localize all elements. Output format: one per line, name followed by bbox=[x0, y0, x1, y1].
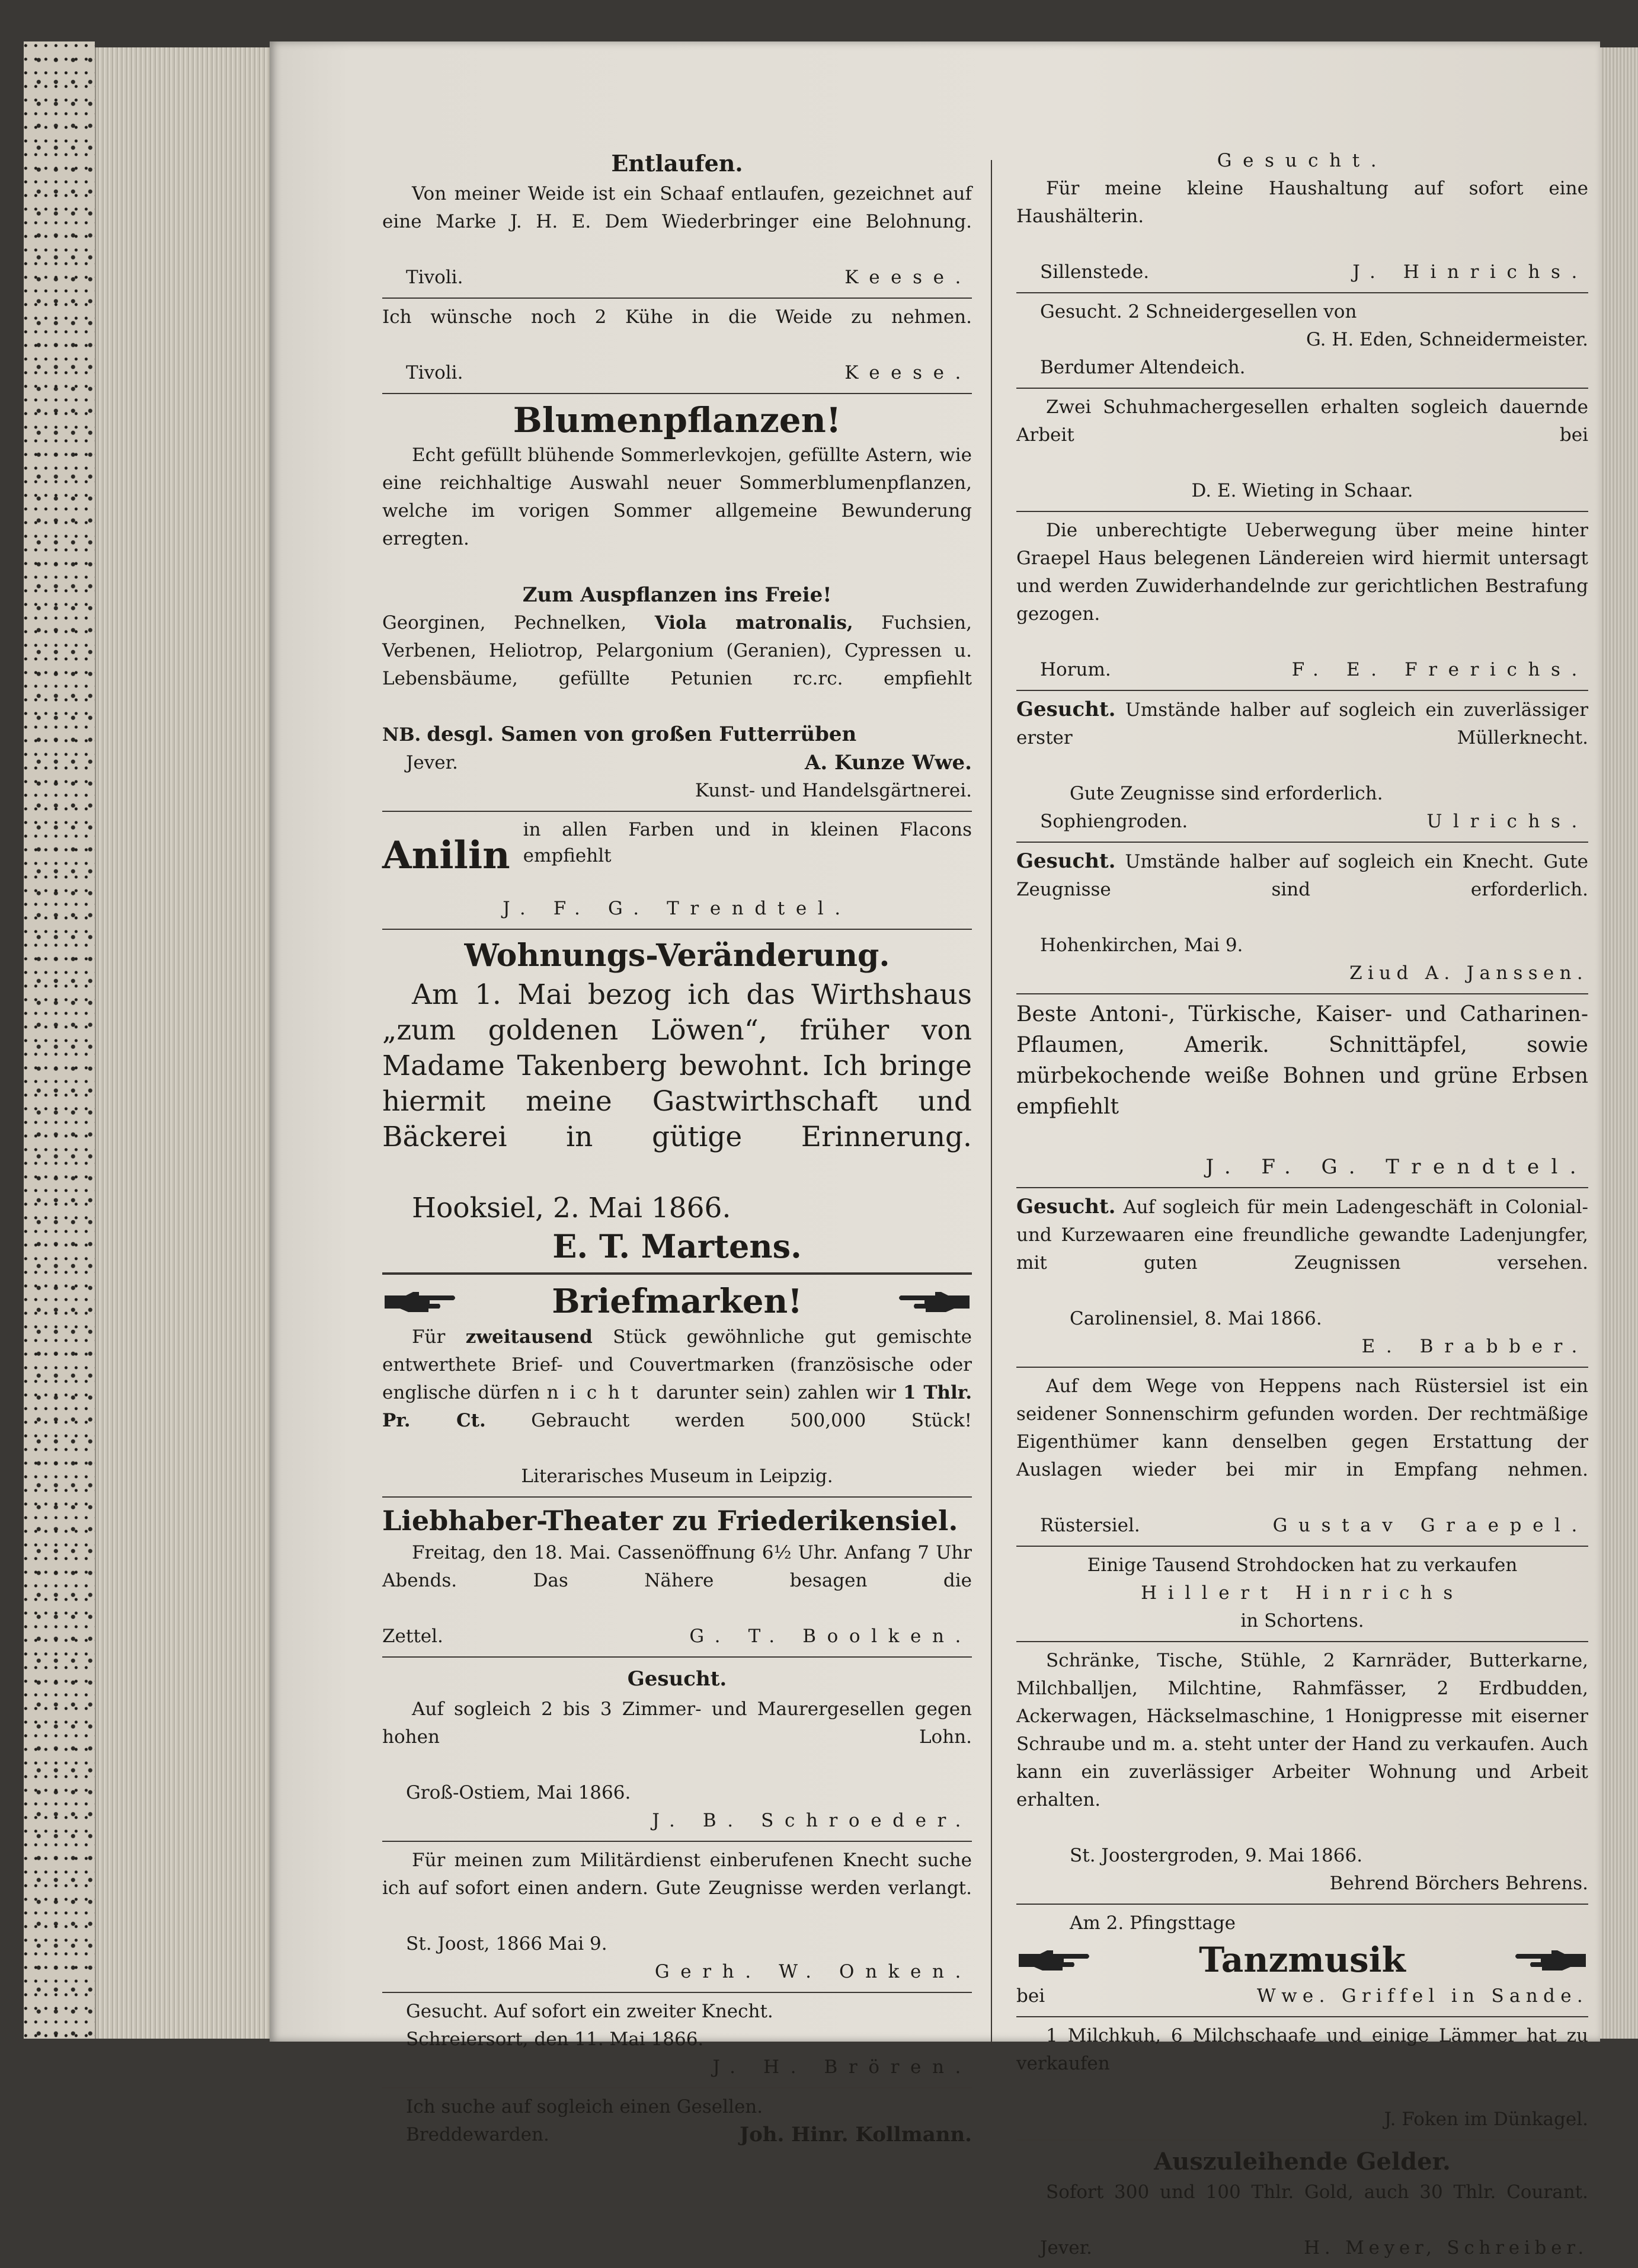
ad-body: Für zweitausend Stück gewöhnliche gut gemischte entwerthete Brief- und Couvertmarken (französische oder englische dürfen nicht darunter sein) zahlen wir 1 Thlr. Pr. Ct. Gebraucht werden 500,000 Stück! bbox=[382, 1326, 972, 1431]
ad-signature: Jever. A. Kunze Wwe. bbox=[406, 751, 972, 775]
right-column bbox=[1016, 142, 1588, 2268]
ad-body: Auf dem Wege von Heppens nach Rüstersiel ist ein seidener Sonnenschirm gefunden worden. Der rechtmäßige Eigenthümer kann denselben gegen Erstattung der Auslagen wieder bei mir in Empfang nehmen. bbox=[1016, 1375, 1588, 1480]
ad-signature: Rüstersiel. Gustav Graepel. bbox=[1040, 1515, 1588, 1536]
ad-signature: Sillenstede. J. Hinrichs. bbox=[1040, 261, 1588, 283]
ad-body: Gesucht. Umstände halber auf sogleich ein zuverlässiger erster Müllerknecht. bbox=[1016, 698, 1589, 748]
ad-profession: Kunst- und Handelsgärtnerei. bbox=[695, 780, 972, 801]
ad-signature: E. Brabber. bbox=[1361, 1336, 1588, 1357]
ad-signature: D. E. Wieting in Schaar. bbox=[1191, 480, 1413, 501]
ad-signature: Hillert Hinrichs bbox=[1141, 1582, 1464, 1604]
ad-signature: J. B. Schroeder. bbox=[652, 1810, 972, 1831]
ad-place: in Schortens. bbox=[1240, 1610, 1364, 1632]
ad-body: Schränke, Tische, Stühle, 2 Karnräder, Butterkarne, Milchballjen, Milchtine, Rahmfässer, 2 Erdbudden, Ackerwagen, Häckselmaschine, 1 Honigpresse mit eiserner Schraube und m. a. steht unter der Hand zu verkaufen. Auch kann ein zuverlässiger Arbeiter Wohnung und Arbeit erhalten. bbox=[1016, 1650, 1588, 1810]
ad-wohnungs-veraenderung bbox=[382, 930, 972, 1275]
ad-title: Gesucht. bbox=[1217, 150, 1388, 171]
ad-ueberwegung bbox=[1016, 512, 1588, 691]
ad-knecht-militaer bbox=[382, 1842, 972, 1993]
ad-body: Ich suche auf sogleich einen Gesellen. bbox=[406, 2096, 763, 2117]
column-divider bbox=[991, 160, 992, 2045]
ad-signature: G. H. Eden, Schneidermeister. bbox=[1306, 329, 1588, 350]
ad-subtitle: Zum Auspflanzen ins Freie! bbox=[522, 583, 832, 607]
ad-signature: Breddewarden. Joh. Hinr. Kollmann. bbox=[406, 2123, 972, 2147]
ad-body: Gesucht. Auf sogleich für mein Ladengeschäft in Colonial- und Kurzewaaren eine freundliche gewandte Ladenjungfer, mit guten Zeugnissen versehen. bbox=[1016, 1195, 1588, 1274]
ad-title: Auszuleihende Gelder. bbox=[1154, 2148, 1451, 2176]
ad-body: Für meine kleine Haushaltung auf sofort eine Haushälterin. bbox=[1016, 178, 1588, 227]
facing-page-edge bbox=[1600, 47, 1638, 2039]
ad-pre: Am 2. Pfingsttage bbox=[1070, 1912, 1236, 1934]
ad-muellerknecht bbox=[1016, 691, 1588, 843]
ad-signature: Sophiengroden. Ulrichs. bbox=[1040, 811, 1588, 832]
ad-briefmarken bbox=[382, 1275, 972, 1498]
ad-date: St. Joostergroden, 9. Mai 1866. bbox=[1070, 1845, 1363, 1866]
ad-date: Groß-Ostiem, Mai 1866. bbox=[406, 1782, 631, 1803]
ad-strohdocken bbox=[1016, 1547, 1588, 1642]
ad-body: Sofort 300 und 100 Thlr. Gold, auch 30 Thlr. Courant. bbox=[1046, 2181, 1588, 2203]
ad-title: Briefmarken! bbox=[552, 1282, 802, 1321]
ad-milchkuh bbox=[1016, 2017, 1588, 2141]
ad-date: Hohenkirchen, Mai 9. bbox=[1040, 935, 1243, 956]
ad-sonnenschirm bbox=[1016, 1368, 1588, 1547]
page-stack-edge bbox=[95, 47, 274, 2039]
ad-signature: J. Foken im Dünkagel. bbox=[1384, 2109, 1588, 2130]
ad-body: 1 Milchkuh, 6 Milchschaafe und einige Lämmer hat zu verkaufen bbox=[1016, 2025, 1588, 2074]
pointing-hand-left-icon bbox=[895, 1287, 972, 1316]
ad-schraenke bbox=[1016, 1642, 1588, 1905]
ad-knecht-hohenkirchen bbox=[1016, 843, 1588, 994]
ad-body: Echt gefüllt blühende Sommerlevkojen, gefüllte Astern, wie eine reichhaltige Auswahl neuer Sommerblumenpflanzen, welche im vorigen Sommer allgemeine Bewunderung erregten. bbox=[382, 444, 972, 549]
ad-title: Wohnungs-Veränderung. bbox=[464, 938, 890, 974]
ad-body-2: Georginen, Pechnelken, Viola matronalis, Fuchsien, Verbenen, Heliotrop, Pelargonium (Geranien), Cypressen u. Lebensbäume, gefüllte Petunien rc.rc. empfiehlt bbox=[382, 612, 972, 689]
ad-date: Schreiersort, den 11. Mai 1866. bbox=[406, 2029, 704, 2050]
ad-signature: J. F. G. Trendtel. bbox=[1205, 1155, 1588, 1179]
ad-anilin bbox=[382, 812, 972, 930]
ad-zweiter-knecht bbox=[382, 1993, 972, 2088]
ad-body: Auf sogleich 2 bis 3 Zimmer- und Maurergesellen gegen hohen Lohn. bbox=[382, 1698, 972, 1748]
pointing-hand-left-icon bbox=[1511, 1946, 1588, 1974]
ad-body: in allen Farben und in kleinen Flacons empfiehlt bbox=[523, 819, 972, 866]
ad-title: Anilin bbox=[382, 833, 510, 878]
ad-place: Berdumer Altendeich. bbox=[1040, 357, 1246, 378]
ad-body: Von meiner Weide ist ein Schaaf entlaufen, gezeichnet auf eine Marke J. H. E. Dem Wiederbringer eine Belohnung. bbox=[382, 183, 972, 232]
ad-title: Gesucht. bbox=[627, 1667, 727, 1691]
ad-body: Beste Antoni-, Türkische, Kaiser- und Catharinen-Pflaumen, Amerik. Schnittäpfel, sowie mürbekochende weiße Bohnen und grüne Erbsen empfiehlt bbox=[1016, 1002, 1588, 1119]
ad-signature: Tivoli. Keese. bbox=[406, 362, 972, 383]
ad-body: Für meinen zum Militärdienst einberufenen Knecht suche ich auf sofort einen andern. Gute Zeugnisse werden verlangt. bbox=[382, 1850, 972, 1899]
ad-signature: E. T. Martens. bbox=[552, 1227, 802, 1265]
ad-geselle bbox=[382, 2088, 972, 2155]
ad-body: Freitag, den 18. Mai. Cassenöffnung 6½ Uhr. Anfang 7 Uhr Abends. Das Nähere besagen die bbox=[382, 1542, 972, 1591]
ad-body: Einige Tausend Strohdocken hat zu verkaufen bbox=[1087, 1554, 1518, 1576]
book-cover-edge bbox=[24, 41, 95, 2039]
ad-blumenpflanzen bbox=[382, 394, 972, 812]
ad-body: Am 1. Mai bezog ich das Wirthshaus „zum goldenen Löwen“, früher von Madame Takenberg bewohnt. Ich bringe hiermit meine Gastwirthschaft und Bäckerei in gütige Erinnerung. bbox=[382, 978, 972, 1153]
ad-nb: NB. desgl. Samen von großen Futterrüben bbox=[382, 722, 857, 746]
ad-title: Entlaufen. bbox=[611, 150, 743, 177]
left-column bbox=[382, 142, 972, 2155]
ad-liebhaber-theater bbox=[382, 1498, 972, 1658]
ad-body: Gesucht. Auf sofort ein zweiter Knecht. bbox=[406, 2001, 773, 2022]
ad-pflaumen bbox=[1016, 994, 1588, 1188]
ad-haushaelterin bbox=[1016, 142, 1588, 293]
ad-signature: Literarisches Museum in Leipzig. bbox=[521, 1466, 833, 1487]
ad-signature: Ziud A. Janssen. bbox=[1349, 962, 1588, 984]
ad-tanzmusik bbox=[1016, 1905, 1588, 2017]
ad-title: Tanzmusik bbox=[1199, 1940, 1406, 1980]
ad-entlaufen bbox=[382, 142, 972, 299]
pointing-hand-right-icon bbox=[1016, 1946, 1093, 1974]
ad-body: Gesucht. 2 Schneidergesellen von bbox=[1040, 301, 1357, 322]
ad-signature: J. F. G. Trendtel. bbox=[503, 898, 852, 919]
ad-kuehe bbox=[382, 299, 972, 394]
ad-signature: Zettel. G. T. Boolken. bbox=[382, 1626, 972, 1647]
ad-signature: Jever. H. Meyer, Schreiber. bbox=[1040, 2237, 1588, 2259]
ad-signature: Gerh. W. Onken. bbox=[654, 1961, 972, 1982]
ad-body-2: Gute Zeugnisse sind erforderlich. bbox=[1070, 783, 1383, 804]
ad-date: Carolinensiel, 8. Mai 1866. bbox=[1070, 1308, 1322, 1329]
ad-body: Ich wünsche noch 2 Kühe in die Weide zu nehmen. bbox=[382, 306, 972, 328]
ad-date: Hooksiel, 2. Mai 1866. bbox=[412, 1192, 731, 1224]
ad-date: St. Joost, 1866 Mai 9. bbox=[406, 1933, 607, 1954]
ad-signature: Horum. F. E. Frerichs. bbox=[1040, 659, 1588, 680]
ad-signature: bei Wwe. Griffel in Sande. bbox=[1016, 1985, 1588, 2007]
ad-gesucht-maurer bbox=[382, 1658, 972, 1842]
ad-signature: J. H. Brören. bbox=[712, 2056, 972, 2078]
ad-ladenjungfer bbox=[1016, 1188, 1588, 1368]
ad-signature: Behrend Börchers Behrens. bbox=[1329, 1873, 1588, 1894]
ad-signature: Tivoli. Keese. bbox=[406, 267, 972, 288]
ad-auszuleihende-gelder bbox=[1016, 2141, 1588, 2268]
ad-body: Zwei Schuhmachergesellen erhalten sogleich dauernde Arbeit bei bbox=[1016, 396, 1588, 446]
ad-title: Blumenpflanzen! bbox=[513, 400, 842, 440]
ad-body: Die unberechtigte Ueberwegung über meine hinter Graepel Haus belegenen Ländereien wird hiermit untersagt und werden Zuwiderhandelnde zur gerichtlichen Bestrafung gezogen. bbox=[1016, 520, 1588, 625]
ad-schuhmacher bbox=[1016, 389, 1588, 512]
ad-body: Gesucht. Umstände halber auf sogleich ein Knecht. Gute Zeugnisse sind erforderlich. bbox=[1016, 849, 1588, 900]
pointing-hand-right-icon bbox=[382, 1287, 459, 1316]
ad-title: Liebhaber-Theater zu Friederikensiel. bbox=[382, 1505, 958, 1537]
ad-schneidergesellen bbox=[1016, 293, 1588, 389]
